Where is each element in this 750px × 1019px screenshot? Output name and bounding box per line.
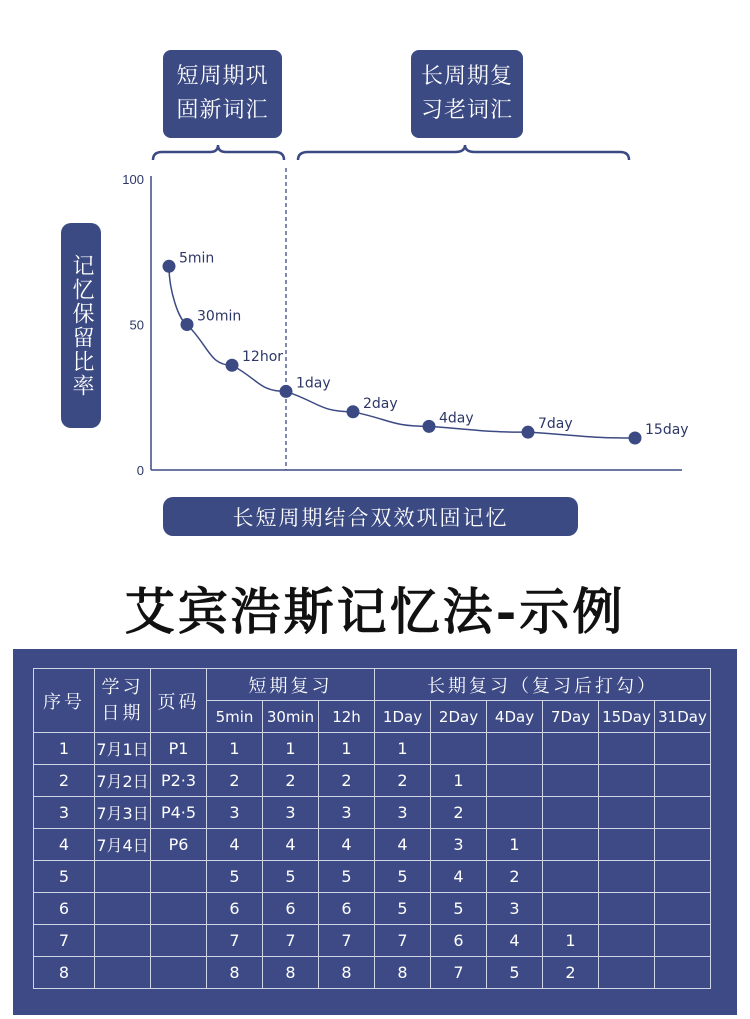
data-label-15day: 15day <box>645 421 689 438</box>
table-row <box>34 893 711 925</box>
table-cell <box>599 957 655 989</box>
table-cell: 2 <box>543 957 599 989</box>
header-study-date <box>95 669 151 733</box>
y-axis-label-text: 记忆保留比率 <box>69 253 94 398</box>
table-cell: 5 <box>34 861 95 893</box>
table-cell: 8 <box>207 957 263 989</box>
table-cell <box>599 797 655 829</box>
data-point-7day <box>522 426 535 439</box>
long-cycle-line-2: 习老词汇 <box>420 98 513 123</box>
table-cell: 5 <box>375 893 431 925</box>
table-cell: 5 <box>487 957 543 989</box>
table-cell: P1 <box>151 733 207 765</box>
subheader-12h: 12h <box>319 701 375 733</box>
data-label-7day: 7day <box>538 416 573 433</box>
table-cell <box>599 893 655 925</box>
table-cell <box>599 861 655 893</box>
table-cell <box>543 797 599 829</box>
table-cell <box>543 861 599 893</box>
table-cell: 6 <box>34 893 95 925</box>
table-cell <box>599 829 655 861</box>
data-label-1day: 1day <box>296 375 331 392</box>
table-cell: 7 <box>207 925 263 957</box>
table-cell: 1 <box>431 765 487 797</box>
table-cell <box>655 925 711 957</box>
table-cell <box>655 893 711 925</box>
table-cell: 1 <box>263 733 319 765</box>
data-point-4day <box>423 420 436 433</box>
subheader-15Day: 15Day <box>599 701 655 733</box>
header-study-date-line-1: 学习 <box>101 676 144 698</box>
table-cell: 8 <box>319 957 375 989</box>
table-cell <box>655 957 711 989</box>
subheader-2Day: 2Day <box>431 701 487 733</box>
short-cycle-line-1: 短周期巩 <box>176 64 269 89</box>
table-cell: 3 <box>34 797 95 829</box>
table-cell: 7 <box>263 925 319 957</box>
data-label-30min: 30min <box>197 308 242 325</box>
table-cell <box>487 797 543 829</box>
table-cell: 5 <box>431 893 487 925</box>
table-cell: 2 <box>487 861 543 893</box>
table-cell <box>655 861 711 893</box>
review-table <box>33 668 711 989</box>
table-cell <box>543 893 599 925</box>
data-point-5min <box>163 260 176 273</box>
table-cell: 5 <box>319 861 375 893</box>
table-cell: P2·3 <box>151 765 207 797</box>
table-cell: 4 <box>487 925 543 957</box>
table-cell <box>151 861 207 893</box>
table-cell <box>487 765 543 797</box>
long-cycle-brace <box>298 145 629 160</box>
table-cell: 1 <box>487 829 543 861</box>
y-tick-label: 100 <box>122 172 144 187</box>
table-cell <box>95 957 151 989</box>
table-cell: 1 <box>375 733 431 765</box>
table-cell <box>151 957 207 989</box>
table-row <box>34 829 711 861</box>
table-cell <box>655 765 711 797</box>
table-cell: 2 <box>34 765 95 797</box>
table-cell: 2 <box>319 765 375 797</box>
table-cell: 2 <box>375 765 431 797</box>
data-point-2day <box>347 405 360 418</box>
table-cell <box>543 733 599 765</box>
data-label-12hor: 12hor <box>242 349 284 366</box>
table-cell: P4·5 <box>151 797 207 829</box>
subheader-5min: 5min <box>207 701 263 733</box>
y-tick-label: 50 <box>129 317 144 333</box>
short-cycle-brace <box>153 145 284 160</box>
table-cell <box>487 733 543 765</box>
table-cell: 1 <box>34 733 95 765</box>
table-cell <box>431 733 487 765</box>
table-cell <box>95 925 151 957</box>
review-table-panel <box>13 649 737 1015</box>
y-axis-label <box>61 223 101 428</box>
data-label-2day: 2day <box>363 395 398 412</box>
subheader-4Day: 4Day <box>487 701 543 733</box>
table-row <box>34 861 711 893</box>
table-cell: 7 <box>319 925 375 957</box>
data-label-4day: 4day <box>439 410 474 427</box>
retention-curve <box>169 266 635 438</box>
table-cell: 7月3日 <box>95 797 151 829</box>
table-cell: 4 <box>263 829 319 861</box>
short-cycle-line-2: 固新词汇 <box>176 98 269 123</box>
subheader-7Day: 7Day <box>543 701 599 733</box>
data-point-30min <box>181 318 194 331</box>
table-cell: 1 <box>207 733 263 765</box>
header-page: 页码 <box>151 669 207 733</box>
table-cell: 3 <box>263 797 319 829</box>
table-cell: 2 <box>263 765 319 797</box>
table-cell: 7 <box>34 925 95 957</box>
header-study-date-line-2: 日期 <box>101 702 144 724</box>
table-cell: 8 <box>263 957 319 989</box>
table-cell: 4 <box>34 829 95 861</box>
table-cell <box>599 925 655 957</box>
table-cell: 4 <box>375 829 431 861</box>
table-cell: 5 <box>375 861 431 893</box>
table-row <box>34 733 711 765</box>
table-cell <box>151 925 207 957</box>
table-row <box>34 765 711 797</box>
table-cell <box>655 829 711 861</box>
table-cell <box>599 765 655 797</box>
table-cell: 2 <box>207 765 263 797</box>
data-point-1day <box>280 385 293 398</box>
header-long-review: 长期复习（复习后打勾） <box>375 669 711 701</box>
table-cell <box>95 861 151 893</box>
header-index: 序号 <box>34 669 95 733</box>
subheader-1Day: 1Day <box>375 701 431 733</box>
table-cell: 4 <box>319 829 375 861</box>
bottom-banner-text: 长短周期结合双效巩固记忆 <box>232 505 509 530</box>
table-cell: 3 <box>487 893 543 925</box>
table-cell: 4 <box>431 861 487 893</box>
table-cell: 7月4日 <box>95 829 151 861</box>
y-tick-label: 0 <box>136 463 144 478</box>
forgetting-curve-chart <box>0 0 750 490</box>
table-cell: 3 <box>375 797 431 829</box>
table-cell: 6 <box>207 893 263 925</box>
table-cell: 1 <box>319 733 375 765</box>
table-cell <box>95 893 151 925</box>
table-cell: 7 <box>431 957 487 989</box>
table-row <box>34 957 711 989</box>
table-cell: 8 <box>34 957 95 989</box>
table-cell: 3 <box>207 797 263 829</box>
data-point-12hor <box>226 359 239 372</box>
table-cell: 5 <box>207 861 263 893</box>
table-cell: 2 <box>431 797 487 829</box>
table-cell: 7月1日 <box>95 733 151 765</box>
table-cell: 6 <box>319 893 375 925</box>
subheader-30min: 30min <box>263 701 319 733</box>
table-cell <box>543 765 599 797</box>
table-cell: 6 <box>431 925 487 957</box>
data-point-15day <box>629 431 642 444</box>
long-cycle-line-1: 长周期复 <box>420 64 513 89</box>
table-cell: 3 <box>319 797 375 829</box>
data-label-5min: 5min <box>179 250 215 267</box>
table-cell: 4 <box>207 829 263 861</box>
subheader-31Day: 31Day <box>655 701 711 733</box>
table-cell <box>599 733 655 765</box>
page-title: 艾宾浩斯记忆法-示例 <box>124 582 626 641</box>
table-cell: 8 <box>375 957 431 989</box>
table-cell: 1 <box>543 925 599 957</box>
table-cell <box>655 733 711 765</box>
table-cell: 7 <box>375 925 431 957</box>
header-short-review: 短期复习 <box>207 669 375 701</box>
table-cell: 6 <box>263 893 319 925</box>
bottom-banner <box>163 497 578 536</box>
table-cell: 5 <box>263 861 319 893</box>
table-row <box>34 925 711 957</box>
table-row <box>34 797 711 829</box>
table-cell: 3 <box>431 829 487 861</box>
table-cell: 7月2日 <box>95 765 151 797</box>
table-cell: P6 <box>151 829 207 861</box>
table-cell <box>151 893 207 925</box>
table-cell <box>655 797 711 829</box>
table-cell <box>543 829 599 861</box>
